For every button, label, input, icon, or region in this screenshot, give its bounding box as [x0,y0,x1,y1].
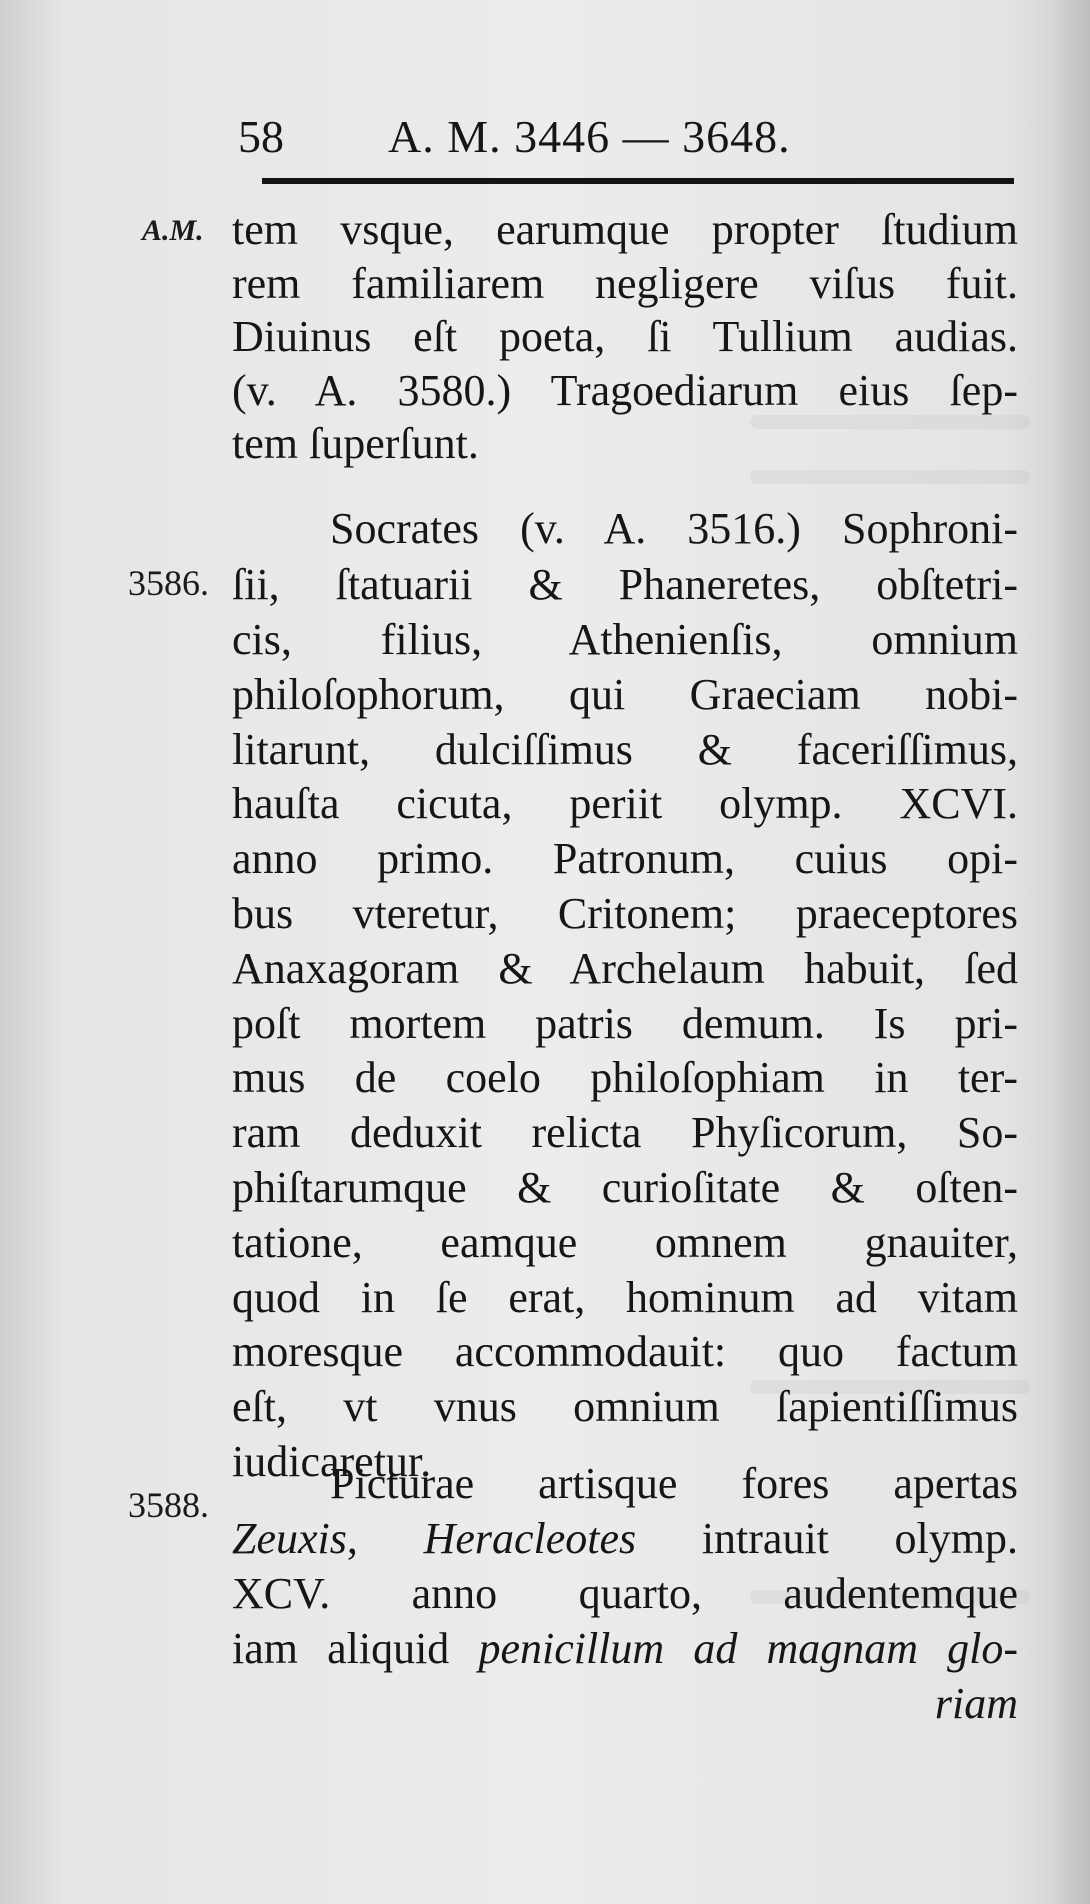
text-line: Diuinus eſt poeta, ſi Tullium audias. [232,312,1018,361]
bleed-through [750,1380,1030,1394]
text-line: hauſta cicuta, periit olymp. XCVI. [232,779,1018,828]
margin-year-3586: 3586. [128,563,209,603]
text-line: tem vsque, earumque propter ſtudium [232,205,1018,254]
text-line: Picturae artisque fores apertas [330,1459,1018,1508]
running-head: A. M. 3446 — 3648. [388,111,791,162]
text-line: eſt, vt vnus omnium ſapientiſſimus [232,1382,1018,1431]
text-line: mus de coelo philoſophiam in ter- [232,1053,1018,1102]
text-line: anno primo. Patronum, cuius opi- [232,834,1018,883]
text-line: Socrates (v. A. 3516.) Sophroni- [330,504,1018,553]
italic-phrase: penicillum ad magnam glo- [478,1624,1018,1673]
text-line: rem familiarem negligere viſus fuit. [232,259,1018,308]
bleed-through [750,470,1030,484]
page-number: 58 [238,111,284,162]
page-header [238,110,1018,170]
text-fragment: iam aliquid [232,1624,479,1673]
text-line: quod in ſe erat, hominum ad vitam [232,1273,1018,1322]
text-line: poſt mortem patris demum. Is pri- [232,999,1018,1048]
text-line: phiſtarumque & curioſitate & oſten- [232,1163,1018,1212]
text-line: tatione, eamque omnem gnauiter, [232,1218,1018,1267]
text-line: philoſophorum, qui Graeciam nobi- [232,670,1018,719]
margin-anno-mundi: A.M. [142,214,204,247]
bleed-through [750,415,1030,429]
text-line: (v. A. 3580.) Tragoediarum eius ſep- [232,366,1018,415]
text-line: moresque accommodauit: quo factum [232,1327,1018,1376]
text-line: ſii, ſtatuarii & Phaneretes, obſtetri- [232,560,1018,609]
margin-year-3588: 3588. [128,1485,209,1525]
separator: , [346,1514,424,1563]
text-line: XCV. anno quarto, audentemque [232,1569,1018,1618]
name-heracleotes: Heracleotes [423,1514,637,1563]
text-line [232,1515,1018,1563]
text-line: iudicaretur. [232,1437,432,1486]
text-line: tem ſuperſunt. [232,419,479,468]
text-line: cis, filius, Athenienſis, omnium [232,615,1018,664]
name-zeuxis: Zeuxis [232,1514,347,1563]
text-line: litarunt, dulciſſimus & faceriſſimus, [232,725,1018,774]
text-line: bus vteretur, Critonem; praeceptores [232,889,1018,938]
text-fragment: intrauit olymp. [636,1514,1019,1563]
text-line: Anaxagoram & Archelaum habuit, ſed [232,944,1018,993]
bleed-through [750,1590,1030,1604]
header-rule [262,178,1014,184]
catchword: riam [934,1679,1018,1728]
text-line: ram deduxit relicta Phyſicorum, So- [232,1108,1018,1157]
page-edge-shadow [1050,0,1090,1904]
text-line [232,1625,1018,1673]
